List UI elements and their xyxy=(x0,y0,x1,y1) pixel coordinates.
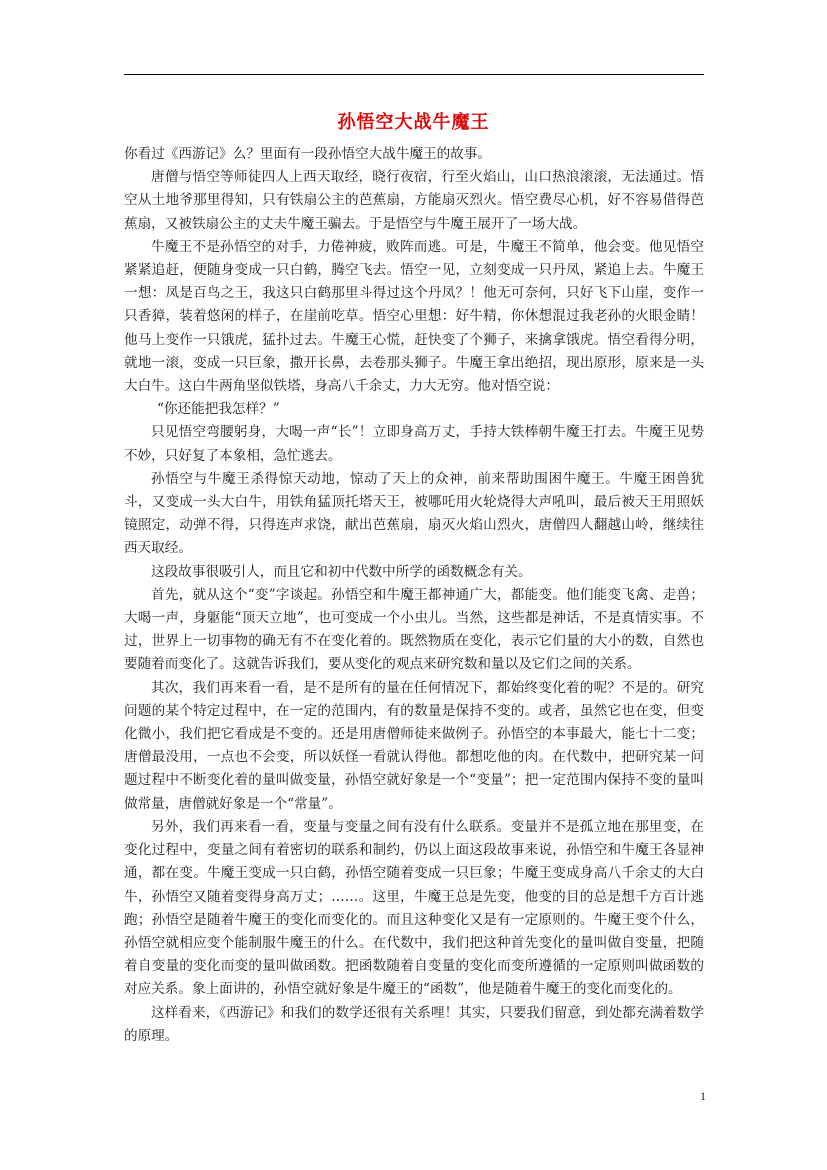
paragraph: 首先，就从这个“变”字谈起。孙悟空和牛魔王都神通广大，都能变。他们能变飞禽、走兽；大喝一声，身躯能“顶天立地”，也可变成一个小虫儿。当然，这些都是神话，不是真情实事。不过，世界上一切事物的确无有不在变化着的。既然物质在变化，表示它们量的大小的数，自然也要随着而变化了。这就告诉我们，要从变化的观点来研究数和量以及它们之间的关系。 xyxy=(124,586,704,673)
header-rule xyxy=(124,74,704,75)
page-title: 孙悟空大战牛魔王 xyxy=(337,112,490,133)
article-body xyxy=(124,143,704,1048)
paragraph: 其次，我们再来看一看，是不是所有的量在任何情况下，都始终变化着的呢？不是的。研究问题的某个特定过程中，在一定的范围内，有的数量是保持不变的。或者，虽然它也在变，但变化微小，我们把它看成是不变的。还是用唐僧师徒来做例子。孙悟空的本事最大，能七十二变；唐僧最没用，一点也不会变，所以妖怪一看就认得他。都想吃他的肉。在代数中，把研究某一问题过程中不断变化着的量叫做变量，孙悟空就好象是一个“变量”；把一定范围内保持不变的量叫做常量，唐僧就好象是一个“常量”。 xyxy=(124,679,704,812)
page-number: 1 xyxy=(700,1089,706,1103)
paragraph: 牛魔王不是孙悟空的对手，力倦神疲，败阵而逃。可是，牛魔王不简单，他会变。他见悟空紧紧追赶，便随身变成一只白鹤，腾空飞去。悟空一见，立刻变成一只丹凤，紧追上去。牛魔王一想：凤是百鸟之王，我这只白鹤那里斗得过这个丹凤？！他无可奈何，只好飞下山崖，变作一只香獐，装着悠闲的样子，在崖前吃草。悟空心里想：好牛精，你休想混过我老孙的火眼金睛！他马上变作一只饿虎，猛扑过去。牛魔王心慌，赶快变了个狮子，来擒拿饿虎。悟空看得分明，就地一滚，变成一只巨象，撒开长鼻，去卷那头狮子。牛魔王拿出绝招，现出原形，原来是一头大白牛。这白牛两角坚似铁塔，身高八千余丈，力大无穷。他对悟空说： xyxy=(124,238,704,395)
quote-paragraph: “你还能把我怎样？” xyxy=(157,401,280,418)
paragraph: 孙悟空与牛魔王杀得惊天动地，惊动了天上的众神，前来帮助围困牛魔王。牛魔王困兽犹斗，又变成一头大白牛，用铁角猛顶托塔天王，被哪吒用火轮烧得大声吼叫，最后被天王用照妖镜照定，动弹不得，只得连声求饶，献出芭蕉扇，扇灭火焰山烈火，唐僧四人翻越山岭，继续往西天取经。 xyxy=(124,470,704,557)
paragraph: 这样看来，《西游记》和我们的数学还很有关系哩！其实，只要我们留意，到处都充满着数学的原理。 xyxy=(124,1004,704,1044)
paragraph-intro: 你看过《西游记》么？里面有一段孙悟空大战牛魔王的故事。 xyxy=(124,146,492,162)
paragraph: 唐僧与悟空等师徒四人上西天取经，晓行夜宿，行至火焰山，山口热浪滚滚，无法通过。悟空从土地爷那里得知，只有铁扇公主的芭蕉扇，方能扇灭烈火。悟空费尽心机，好不容易借得芭蕉扇，又被铁扇公主的丈夫牛魔王骗去。于是悟空与牛魔王展开了一场大战。 xyxy=(124,169,704,232)
paragraph: 另外，我们再来看一看，变量与变量之间有没有什么联系。变量并不是孤立地在那里变，在变化过程中，变量之间有着密切的联系和制约，仍以上面这段故事来说，孙悟空和牛魔王各显神通，都在变。牛魔王变成一只白鹤，孙悟空随着变成一只巨象；牛魔王变成身高八千余丈的大白牛，孙悟空又随着变得身高万丈；……。这里，牛魔王总是先变，他变的目的总是想千方百计逃跑；孙悟空是随着牛魔王的变化而变化的。而且这种变化又是有一定原则的。牛魔王变个什么，孙悟空就相应变个能制服牛魔王的什么。在代数中，我们把这种首先变化的量叫做自变量，把随着自变量的变化而变的量叫做函数。把函数随着自变量的变化而变所遵循的一定原则叫做函数的对应关系。象上面讲的，孙悟空就好象是牛魔王的“函数”，他是随着牛魔王的变化而变化的。 xyxy=(124,818,704,998)
paragraph: 只见悟空弯腰躬身，大喝一声“长”！立即身高万丈，手持大铁棒朝牛魔王打去。牛魔王见势不妙，只好复了本象相，急忙逃去。 xyxy=(124,424,704,464)
paragraph: 这段故事很吸引人，而且它和初中代数中所学的函数概念有关。 xyxy=(151,563,532,580)
